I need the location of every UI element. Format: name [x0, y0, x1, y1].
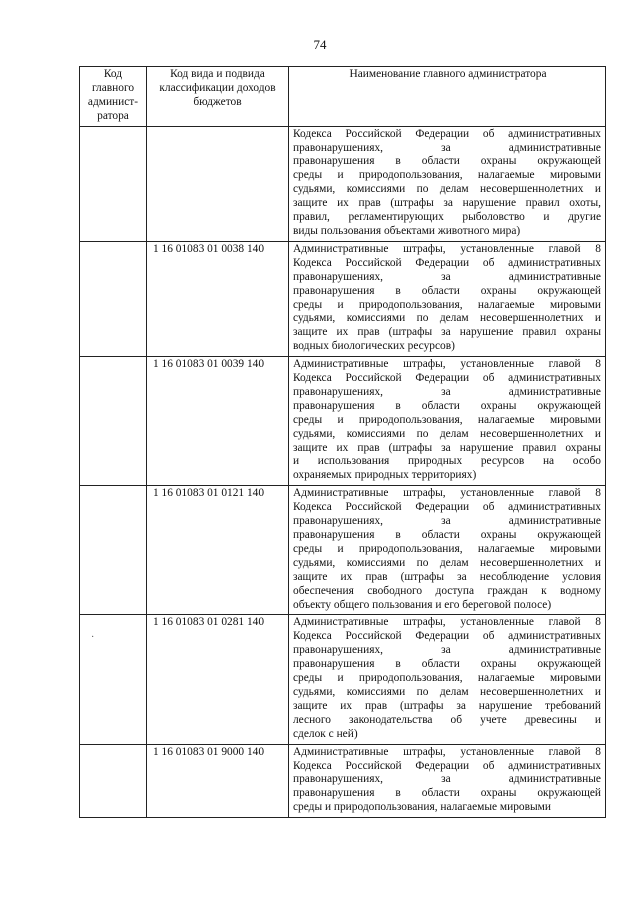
- description-line: правонарушения в области охраны окружающей: [293, 658, 601, 671]
- description-line: Административные штрафы, установленные главой 8: [293, 358, 601, 371]
- admin-code-cell: [80, 241, 147, 356]
- income-code-cell: 1 16 01083 01 0281 140: [147, 615, 289, 744]
- description-line: правонарушения в области охраны окружающей: [293, 399, 601, 412]
- description-line: среды и природопользования, налагаемые мировыми: [293, 672, 601, 685]
- description-line: Административные штрафы, установленные главой 8: [293, 745, 601, 758]
- description-line: правонарушения в области охраны окружающей: [293, 284, 601, 297]
- table-row: [80, 241, 606, 356]
- scan-speck: ·: [91, 632, 95, 643]
- admin-code-cell: [80, 357, 147, 486]
- description-line: Кодекса Российской Федерации об административных: [293, 630, 601, 643]
- description-line: правонарушения в области охраны окружающей: [293, 155, 601, 168]
- description-line: защите их прав (штрафы за несоблюдение условия: [293, 570, 601, 583]
- income-code-cell: 1 16 01083 01 0039 140: [147, 357, 289, 486]
- administrators-table: [79, 66, 606, 818]
- description-line: правонарушения в области охраны окружающей: [293, 529, 601, 541]
- description-line: Кодекса Российской Федерации об административных: [293, 127, 601, 140]
- description-line: среды и природопользования, налагаемые мировыми: [293, 801, 551, 814]
- header-income-code: Код вида и подвида классификации доходов бюджетов: [147, 67, 289, 127]
- description-line: правил, регламентирующих рыболовство и другие: [293, 211, 601, 224]
- description-line: среды и природопользования, налагаемые мировыми: [293, 298, 601, 311]
- admin-name-cell: [289, 241, 606, 356]
- description-line: среды и природопользования, налагаемые мировыми: [293, 169, 601, 182]
- table-row: [80, 126, 606, 241]
- description-line: судьями, комиссиями по делам несовершеннолетних и: [293, 312, 601, 325]
- description-line: Кодекса Российской Федерации об административных: [293, 759, 601, 772]
- admin-code-cell: [80, 486, 147, 615]
- description-line: Кодекса Российской Федерации об административных: [293, 256, 601, 269]
- description-line: среды и природопользования, налагаемые мировыми: [293, 542, 601, 555]
- description-line: охраняемых природных территориях): [293, 469, 477, 482]
- description-line: среды и природопользования, налагаемые мировыми: [293, 413, 601, 426]
- description-line: защите их прав (штрафы за нарушение правил охраны: [293, 326, 601, 339]
- table-row: [80, 744, 606, 818]
- description-line: защите их прав (штрафы за нарушение требований: [293, 699, 601, 712]
- description-line: защите их прав (штрафы за нарушение правил охоты,: [293, 197, 601, 210]
- description-line: Административные штрафы, установленные главой 8: [293, 616, 601, 629]
- description-line: водных биологических ресурсов): [293, 340, 455, 353]
- description-line: правонарушениях, за административные: [293, 270, 601, 283]
- table-row: [80, 486, 606, 615]
- description-line: правонарушениях, за административные: [293, 385, 601, 398]
- description-line: объекту общего пользования и его береговой полосе): [293, 598, 552, 611]
- header-admin-code: Код главного админист-ратора: [80, 67, 147, 127]
- description-line: правонарушениях, за административные: [293, 773, 601, 786]
- table-header-row: [80, 67, 606, 127]
- description-line: судьями, комиссиями по делам несовершеннолетних и: [293, 556, 601, 569]
- description-line: судьями, комиссиями по делам несовершеннолетних и: [293, 183, 601, 196]
- income-code-cell: [147, 126, 289, 241]
- table-row: [80, 357, 606, 486]
- description-line: правонарушения в области охраны окружающей: [293, 787, 601, 800]
- income-code-cell: 1 16 01083 01 9000 140: [147, 744, 289, 818]
- admin-name-cell: [289, 744, 606, 818]
- description-line: правонарушениях, за административные: [293, 644, 601, 657]
- description-line: Кодекса Российской Федерации об административных: [293, 501, 601, 514]
- admin-name-cell: [289, 126, 606, 241]
- description-line: правонарушениях, за административные: [293, 515, 601, 528]
- admin-code-cell: [80, 126, 147, 241]
- admin-name-cell: [289, 357, 606, 486]
- description-line: лесного законодательства об учете древесины и: [293, 713, 601, 726]
- description-line: Кодекса Российской Федерации об административных: [293, 372, 601, 385]
- description-line: правонарушениях, за административные: [293, 141, 601, 154]
- description-line: защите их прав (штрафы за нарушение правил охраны: [293, 441, 601, 454]
- page-number: 74: [313, 37, 327, 52]
- description-line: и использования природных ресурсов на особо: [293, 455, 601, 468]
- income-code-cell: 1 16 01083 01 0038 140: [147, 241, 289, 356]
- table-row: [80, 615, 606, 744]
- description-line: Административные штрафы, установленные главой 8: [293, 242, 601, 255]
- description-line: судьями, комиссиями по делам несовершеннолетних и: [293, 685, 601, 698]
- description-line: судьями, комиссиями по делам несовершеннолетних и: [293, 427, 601, 440]
- admin-name-cell: [289, 615, 606, 744]
- description-line: обеспечения свободного доступа граждан к водному: [293, 584, 601, 597]
- description-line: сделок с ней): [293, 727, 358, 740]
- header-admin-name: Наименование главного администратора: [289, 67, 606, 127]
- description-line: виды пользования объектами животного мира): [293, 224, 521, 237]
- income-code-cell: 1 16 01083 01 0121 140: [147, 486, 289, 615]
- table-body: [80, 126, 606, 818]
- admin-name-cell: [289, 486, 606, 615]
- admin-code-cell: [80, 744, 147, 818]
- admin-code-cell: [80, 615, 147, 744]
- description-line: Административные штрафы, установленные главой 8: [293, 487, 601, 500]
